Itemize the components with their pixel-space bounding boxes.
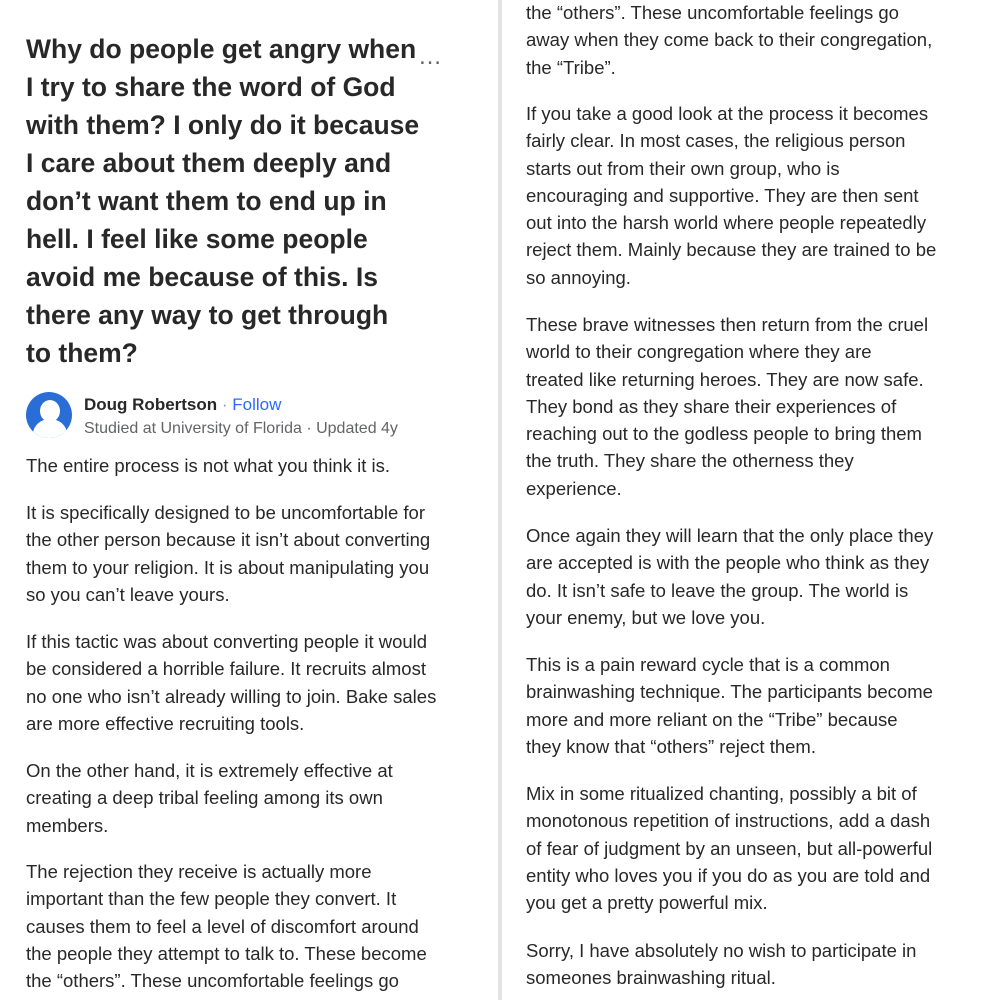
paragraph-line: These brave witnesses then return from the cruel xyxy=(526,314,929,335)
paragraph-line: They bond as they share their experiences of xyxy=(526,395,897,417)
paragraph-line: entity who loves you if you do as you are told and xyxy=(526,864,931,886)
answer-paragraph xyxy=(526,780,932,916)
answer-paragraph xyxy=(26,452,390,479)
paragraph-line: If you take a good look at the process it becomes xyxy=(526,103,929,124)
question-line: avoid me because of this. Is xyxy=(26,262,378,292)
paragraph-line: be considered a horrible failure. It recruits almost xyxy=(26,658,426,680)
paragraph-line: brainwashing technique. The participants become xyxy=(526,681,933,703)
paragraph-line: Once again they will learn that the only place they xyxy=(526,525,934,546)
paragraph-line: so annoying. xyxy=(526,266,631,288)
question-line: with them? I only do it because xyxy=(26,110,420,140)
paragraph-line: fairly clear. In most cases, the religious person xyxy=(526,130,906,152)
paragraph-line: causes them to feel a level of discomfort around xyxy=(26,915,419,937)
paragraph-line: creating a deep tribal feeling among its own xyxy=(26,787,383,809)
more-options-icon[interactable]: … xyxy=(418,43,443,70)
paragraph-line: world to their congregation where they are xyxy=(526,341,872,363)
paragraph-line: they know that “others” reject them. xyxy=(526,735,816,757)
paragraph-line: Mix in some ritualized chanting, possibly a bit of xyxy=(526,783,917,804)
question-line: there any way to get through xyxy=(26,300,389,330)
paragraph-line: no one who isn’t already willing to join. Bake sales xyxy=(26,685,437,707)
answer-author xyxy=(26,392,486,440)
answer-paragraph xyxy=(526,522,933,631)
paragraph-line: monotonous repetition of instructions, add a dash xyxy=(526,810,931,832)
paragraph-line: If this tactic was about converting people it would xyxy=(26,631,428,652)
question-line: I care about them deeply and xyxy=(26,148,392,178)
paragraph-line: someones brainwashing ritual. xyxy=(526,967,776,989)
paragraph-line: the “others”. These uncomfortable feelings go xyxy=(26,970,399,992)
paragraph-line: the other person because it isn’t about converting xyxy=(26,529,431,551)
paragraph-line: It is specifically designed to be uncomfortable for xyxy=(26,502,425,523)
paragraph-line: encouraging and supportive. They are then sent xyxy=(526,184,919,206)
paragraph-line: are more effective recruiting tools. xyxy=(26,712,305,734)
answer-paragraph xyxy=(26,858,427,994)
avatar[interactable] xyxy=(26,392,72,438)
paragraph-line: the “others”. These uncomfortable feelings go xyxy=(526,2,899,23)
paragraph-line: The entire process is not what you think it is. xyxy=(26,455,391,476)
question-line: I try to share the word of God xyxy=(26,72,396,102)
author-name[interactable]: Doug Robertson xyxy=(84,395,218,414)
paragraph-line: reject them. Mainly because they are trained to be xyxy=(526,239,937,261)
answer-paragraph xyxy=(526,0,932,81)
right-screenshot xyxy=(502,0,1000,1000)
answer-paragraph xyxy=(26,499,430,608)
paragraph-line: are accepted is with the people who think as they xyxy=(526,552,930,574)
paragraph-line: the truth. They share the otherness they xyxy=(526,450,854,472)
paragraph-line: members. xyxy=(26,814,109,836)
paragraph-line: This is a pain reward cycle that is a common xyxy=(526,654,890,675)
question-line: don’t want them to end up in xyxy=(26,186,387,216)
author-line xyxy=(84,395,281,415)
author-separator: · xyxy=(217,395,233,414)
question-title[interactable] xyxy=(26,30,436,372)
avatar-body-shape xyxy=(33,419,67,438)
paragraph-line: starts out from their own group, who is xyxy=(526,157,840,179)
question-line: Why do people get angry when xyxy=(26,34,417,64)
follow-button[interactable]: Follow xyxy=(232,395,282,414)
paragraph-line: Sorry, I have absolutely no wish to participate in xyxy=(526,940,917,961)
paragraph-line: do. It isn’t safe to leave the group. The world is xyxy=(526,579,909,601)
paragraph-line: more and more reliant on the “Tribe” because xyxy=(526,708,898,730)
author-credential[interactable]: Studied at University of Florida · Updated 4y xyxy=(84,420,398,437)
question-line: to them? xyxy=(26,338,138,368)
paragraph-line: treated like returning heroes. They are now safe. xyxy=(526,368,924,390)
paragraph-line: them to your religion. It is about manipulating you xyxy=(26,556,430,578)
answer-paragraph xyxy=(526,100,936,291)
answer-paragraph xyxy=(526,311,928,502)
paragraph-line: away when they come back to their congregation, xyxy=(526,29,933,51)
paragraph-line: you get a pretty powerful mix. xyxy=(526,892,768,914)
paragraph-line: your enemy, but we love you. xyxy=(526,606,766,628)
answer-paragraph xyxy=(26,757,393,839)
answer-paragraph xyxy=(526,937,916,992)
paragraph-line: the people they attempt to talk to. These become xyxy=(26,942,427,964)
paragraph-line: out into the harsh world where people repeatedly xyxy=(526,212,927,234)
paragraph-line: experience. xyxy=(526,477,622,499)
paragraph-line: On the other hand, it is extremely effective at xyxy=(26,760,393,781)
question-line: hell. I feel like some people xyxy=(26,224,368,254)
paragraph-line: of fear of judgment by an unseen, but all-powerful xyxy=(526,837,933,859)
answer-paragraph xyxy=(26,628,436,737)
paragraph-line: reaching out to the godless people to bring them xyxy=(526,423,922,445)
answer-paragraph xyxy=(526,651,933,760)
left-screenshot xyxy=(0,0,498,1000)
paragraph-line: important than the few people they convert. It xyxy=(26,888,397,910)
paragraph-line: The rejection they receive is actually more xyxy=(26,861,372,882)
paragraph-line: so you can’t leave yours. xyxy=(26,583,230,605)
paragraph-line: the “Tribe”. xyxy=(526,56,616,78)
